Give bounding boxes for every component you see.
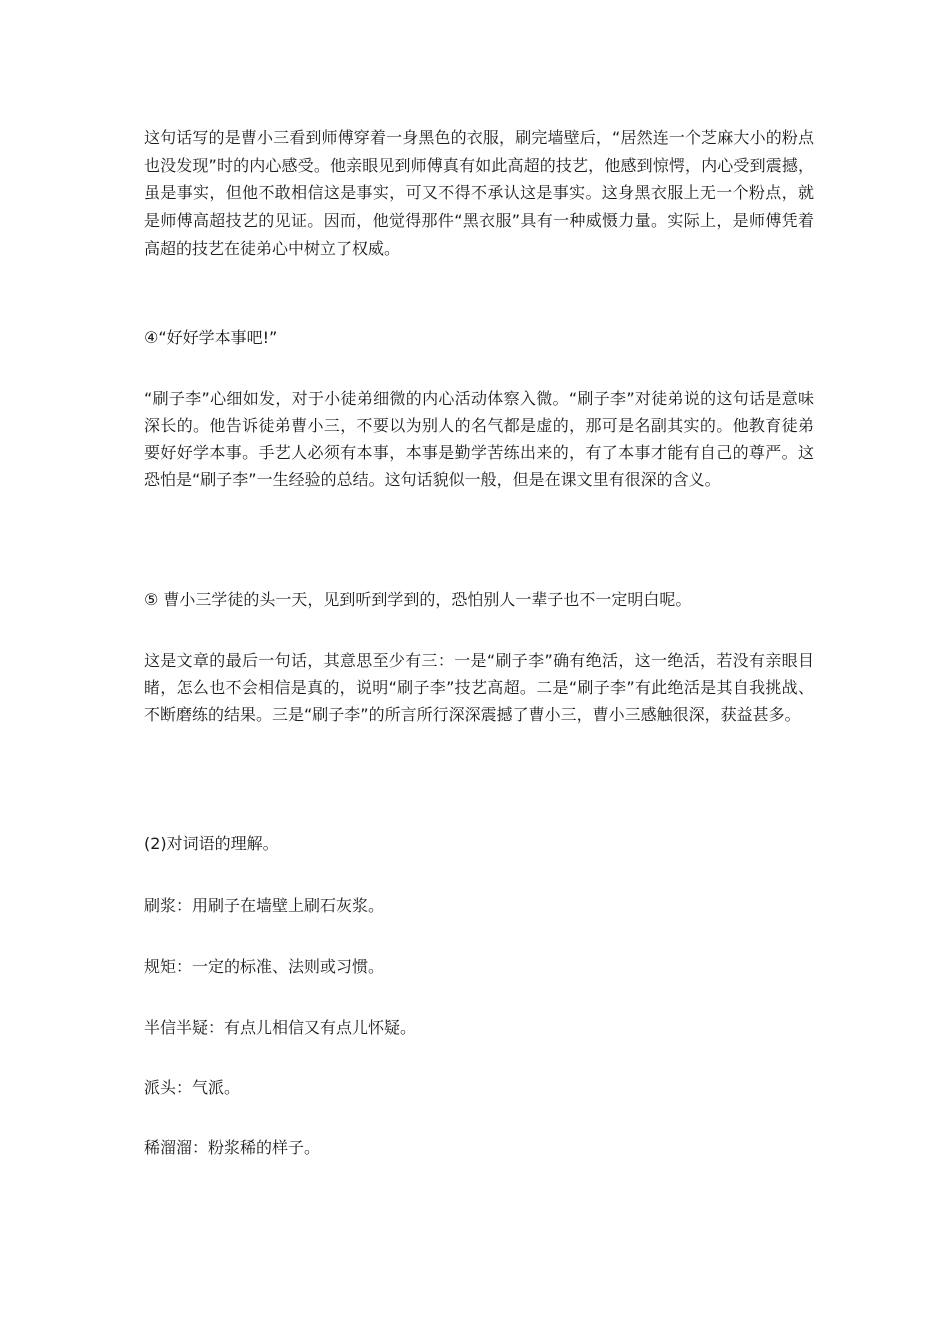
explanation-paragraph-2: “刷子李”心细如发，对于小徒弟细微的内心活动体察入微。“刷子李”对徒弟说的这句话是意味深长的。他告诉徒弟曹小三，不要以为别人的名气都是虚的，那可是名副其实的。他教育徒弟要好好学本事。手艺人必须有本事，本事是勤学苦练出来的，有了本事才能有自己的尊严。这恐怕是“刷子李”一生经验的总结。这句话貌似一般，但是在课文里有很深的含义。 <box>144 389 814 489</box>
section-heading-word-understanding: (2)对词语的理解。 <box>144 834 279 853</box>
quote-5: ⑤ 曹小三学徒的头一天，见到听到学到的，恐怕别人一辈子也不一定明白呢。 <box>144 590 692 609</box>
term-definition: 派头：气派。 <box>144 1078 241 1097</box>
term-definition: 半信半疑：有点儿相信又有点儿怀疑。 <box>144 1018 417 1037</box>
term-definition: 稀溜溜：粉浆稀的样子。 <box>144 1138 321 1157</box>
quote-4: ④“好好学本事吧!” <box>144 328 278 347</box>
term-definition: 刷浆：用刷子在墙壁上刷石灰浆。 <box>144 896 385 915</box>
explanation-paragraph-1: 这句话写的是曹小三看到师傅穿着一身黑色的衣服，刷完墙壁后，“居然连一个芝麻大小的粉点也没发现”时的内心感受。他亲眼见到师傅真有如此高超的技艺，他感到惊愕，内心受到震撼，虽是事实，但他不敢相信这是事实，可又不得不承认这是事实。这身黑衣服上无一个粉点，就是师傅高超技艺的见证。因而，他觉得那件“黑衣服”具有一种威慑力量。实际上，是师傅凭着高超的技艺在徒弟心中树立了权威。 <box>144 128 814 258</box>
explanation-paragraph-3: 这是文章的最后一句话，其意思至少有三：一是“刷子李”确有绝活，这一绝活，若没有亲眼目睹，怎么也不会相信是真的，说明“刷子李”技艺高超。二是“刷子李”有此绝活是其自我挑战、不断磨练的结果。三是“刷子李”的所言所行深深震撼了曹小三，曹小三感触很深，获益甚多。 <box>144 651 814 724</box>
term-definition: 规矩：一定的标准、法则或习惯。 <box>144 957 385 976</box>
